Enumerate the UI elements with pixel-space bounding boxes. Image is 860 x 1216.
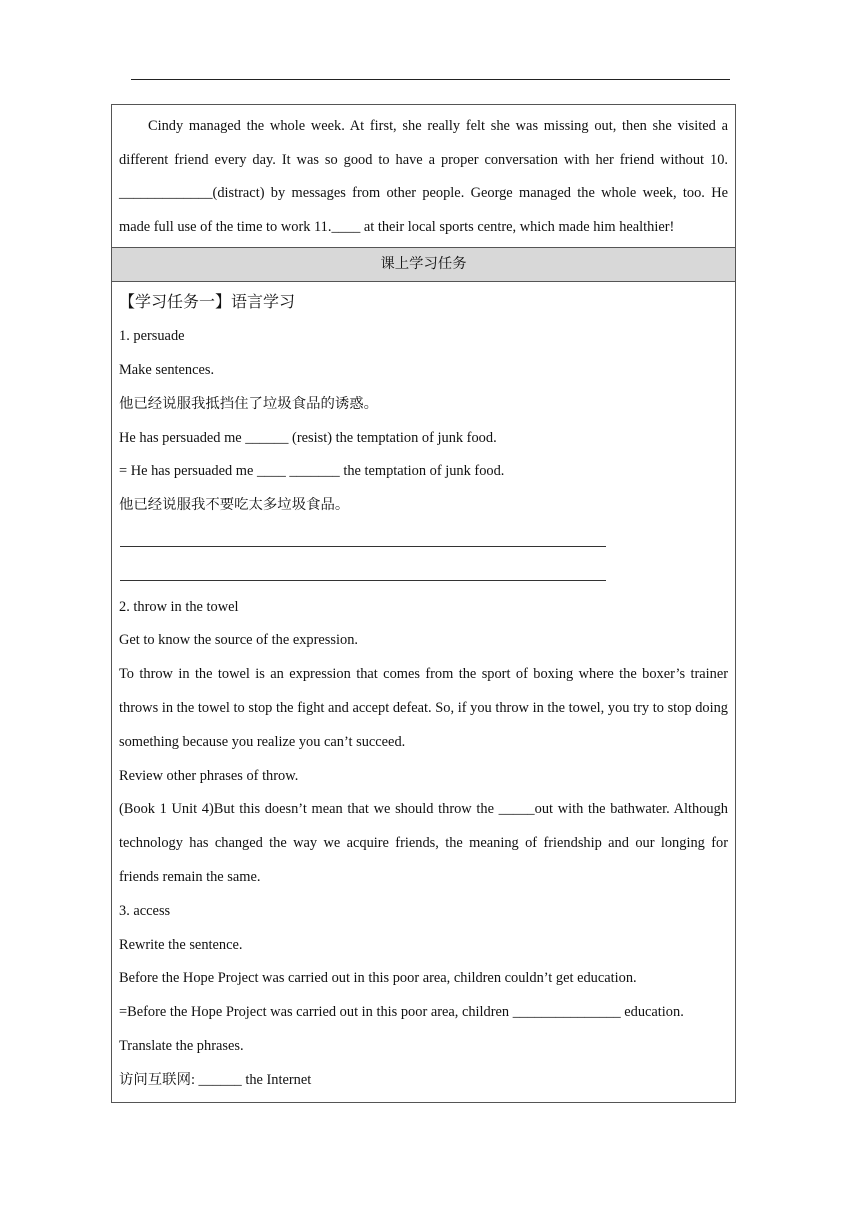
persuade-en-sentence-2: = He has persuaded me ____ _______ the temptation of junk food. — [119, 463, 505, 480]
access-rewrite-sentence: =Before the Hope Project was carried out in this poor area, children _______________ education. — [119, 1004, 684, 1021]
throw-instruction: Get to know the source of the expression. — [119, 632, 358, 649]
persuade-cn-sentence-2: 他已经说服我不要吃太多垃圾食品。 — [119, 497, 350, 514]
header-rule — [131, 79, 730, 80]
access-original-sentence: Before the Hope Project was carried out in this poor area, children couldn’t get education. — [119, 970, 637, 987]
worksheet-table — [111, 104, 736, 1103]
throw-heading: 2. throw in the towel — [119, 598, 239, 615]
learning-task-cell — [112, 282, 735, 1101]
task-title: 【学习任务一】语言学习 — [119, 294, 296, 312]
throw-explanation: To throw in the towel is an expression that comes from the sport of boxing where the boxer’s trainer throws in the towel to stop the fight and accept defeat. So, if you throw in the towel, you try to stop doing something because you realize you can’t succeed. — [119, 666, 728, 750]
access-phrase-1: 访问互联网: ______ the Internet — [119, 1071, 312, 1088]
persuade-instruction: Make sentences. — [119, 361, 215, 378]
answer-line[interactable] — [119, 523, 728, 557]
persuade-en-sentence-1: He has persuaded me ______ (resist) the temptation of junk food. — [119, 429, 497, 446]
access-translate-label: Translate the phrases. — [119, 1037, 244, 1054]
reading-passage-cell — [112, 105, 735, 248]
reading-passage-paragraph: Cindy managed the whole week. At first, she really felt she was missing out, then she visited a different friend every day. It was so good to have a proper conversation with her friend without 10. _____________(distract) by messages from other people. George managed the whole week, too. He made full use of the time to work 11.____ at their local sports centre, which made him healthier! — [119, 118, 728, 235]
throw-review-label: Review other phrases of throw. — [119, 767, 299, 784]
persuade-cn-sentence-1: 他已经说服我抵挡住了垃圾食品的诱惑。 — [119, 395, 379, 412]
answer-line[interactable] — [119, 557, 728, 591]
persuade-heading: 1. persuade — [119, 328, 185, 345]
section-header: 课上学习任务 — [112, 248, 735, 282]
throw-review-text: (Book 1 Unit 4)But this doesn’t mean that we should throw the _____out with the bathwater. Although technology has changed the way we acquire friends, the meaning of friendship and our longing for friends remain the same. — [119, 801, 728, 885]
access-instruction: Rewrite the sentence. — [119, 936, 243, 953]
access-heading: 3. access — [119, 902, 171, 919]
